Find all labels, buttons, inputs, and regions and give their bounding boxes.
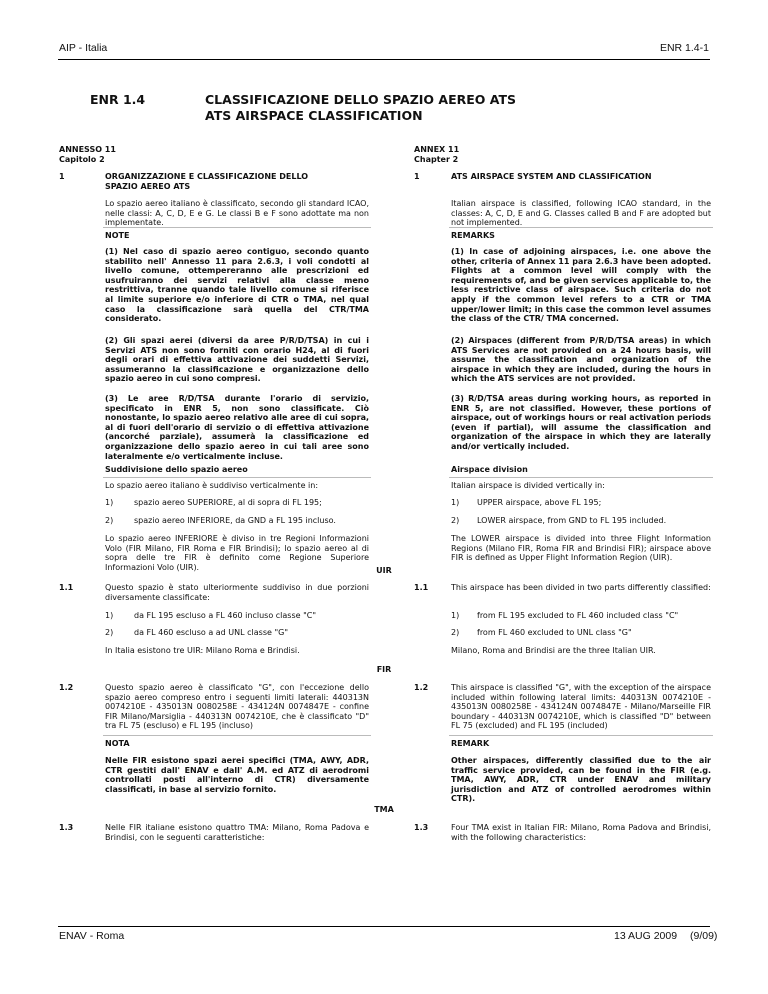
fir-note-label-it: NOTA [105,739,130,748]
list-item-number: 1) [105,611,114,620]
division-outro-en: The LOWER airspace is divided into three Flight Information Regions (Milano FIR, Roma FIR and Brindisi FIR); airspace above FIR is defined as Upper Flight Information Region (UIR). [451,534,711,563]
fir-note-it: Nelle FIR esistono spazi aerei specifici (TMA, AWY, ADR, CTR gestiti dall' ENAV e dall' A.M. ed ATZ di aerodromi controllati posti all'interno di CTR) diversamente classificati, in base al servizio fornito. [105,756,369,794]
note-label-it: NOTE [105,231,130,240]
uir-item-2-it: da FL 460 escluso a ad UNL classe "G" [134,628,289,637]
list-item-number: 2) [451,628,460,637]
tma-number-en: 1.3 [414,823,429,832]
fir-label: FIR [376,665,392,674]
note-2-en: (2) Airspaces (different from P/R/D/TSA areas) in which ATS Services are not provided on a 24 hours basis, will assume the classification and organization of the airspace in which they are included, during the hours in which the ATS services are not provided. [451,336,711,384]
footer-left: ENAV - Roma [59,930,125,942]
page-title: CLASSIFICAZIONE DELLO SPAZIO AEREO ATS [205,92,516,107]
fir-note-en: Other airspaces, differently classified due to the air traffic service provided, can be found in the FIR (e.g. TMA, AWY, ADR, CTR under ENAV and military jurisdiction and ATZ of controlled aerodromes within CTR). [451,756,711,804]
footer-amendment: (9/09) [690,930,718,942]
division-heading-it: Suddivisione dello spazio aereo [105,465,248,474]
list-item-number: 1) [451,498,460,507]
division-heading-en: Airspace division [451,465,528,474]
uir-text-en: This airspace has been divided in two parts differently classified: [451,583,711,592]
divider [103,477,371,478]
division-item-2-en: LOWER airspace, from GND to FL 195 included. [477,516,667,525]
fir-number-en: 1.2 [414,683,429,692]
list-item-number: 1) [105,498,114,507]
note-3-en: (3) R/D/TSA areas during working hours, as reported in ENR 5, are not classified. However, these portions of airspace, out of workings hours or real activation periods (even if partial), will assume the classification and organization of the airspace in which they are laterally and/or vertically included. [451,394,711,451]
tma-label: TMA [374,805,394,814]
tma-number-it: 1.3 [59,823,74,832]
section-code: ENR 1.4 [90,92,146,107]
uir-item-1-en: from FL 195 excluded to FL 460 included class "C" [477,611,679,620]
uir-number-en: 1.1 [414,583,429,592]
intro-en: Italian airspace is classified, following ICAO standard, in the classes: A, C, D, E and G. Classes called B and F are adopted but not implemented. [451,199,711,228]
section-heading-it-1: ORGANIZZAZIONE E CLASSIFICAZIONE DELLO [105,172,309,181]
note-3-it: (3) Le aree R/D/TSA durante l'orario di servizio, specificato in ENR 5, non sono classificate. Ciò nonostante, lo spazio aereo relativo alle aree di cui sopra, al di fuori dell'orario di servizio o di effettiva attivazione (ancorché parziale), assumerà la classificazione ed organizzazione dello spazio aereo in cui tali aree sono lateralmente e/o verticalmente incluse. [105,394,369,461]
note-1-it: (1) Nel caso di spazio aereo contiguo, secondo quanto stabilito nell' Annesso 11 para 2.6.3, i voli condotti al livello comune, ottempereranno alle prescrizioni ed usufruiranno dei servizi relativi alla classe meno restrittiva, tranne quando tale livello comune si riferisce al limite superiore e/o inferiore di CTR o TMA, nel qual caso la classificazione sarà quella del CTR/TMA considerato. [105,247,369,324]
uir-outro-en: Milano, Roma and Brindisi are the three Italian UIR. [451,646,656,655]
header-page-number: ENR 1.4-1 [659,42,709,54]
divider [103,227,371,228]
footer-date: 13 AUG 2009 [614,930,678,942]
list-item-number: 2) [451,516,460,525]
division-outro-it: Lo spazio aereo INFERIORE è diviso in tre Regioni Informazioni Volo (FIR Milano, FIR Roma e FIR Brindisi); lo spazio aereo al di sopra delle tre FIR è definito come Regione Superiore Informazioni Volo (UIR). [105,534,369,572]
header-left: AIP - Italia [59,42,108,54]
annex-en-chapter: Chapter 2 [414,155,459,164]
note-1-en: (1) In case of adjoining airspaces, i.e. one above the other, criteria of Annex 11 para 2.6.3 have been adopted. Flights at a common level will comply with the requirements of, and be given services applicable to, the less restrictive class of airspace. Such criteria do not apply if the common level refers to a CTR or TMA upper/lower limit; in this case the common level assumes the class of the CTR/ TMA concerned. [451,247,711,324]
tma-text-en: Four TMA exist in Italian FIR: Milano, Roma Padova and Brindisi, with the following characteristics: [451,823,711,842]
fir-text-en: This airspace is classified "G", with the exception of the airspace included within following lateral limits: 440313N 0074210E - 435013N 0080258E - 434124N 0074847E - Milano/Marseille FIR boundary - 440313N 0074210E, which is classified "D" between FL 75 (excluded) and FL 195 (included) [451,683,711,731]
list-item-number: 2) [105,516,114,525]
tma-text-it: Nelle FIR italiane esistono quattro TMA: Milano, Roma Padova e Brindisi, con le seguenti caratteristiche: [105,823,369,842]
section-number-en: 1 [414,172,420,181]
fir-text-it: Questo spazio aereo è classificato "G", con l'eccezione dello spazio aereo compreso entro i seguenti limiti laterali: 440313N 0074210E - 435013N 0080258E - 434124N 0074847E - confine FIR Milano/Marsiglia - 440313N 0074210E, che è classificato "D" tra FL 75 (escluso) e FL 195 (incluso) [105,683,369,731]
list-item-number: 2) [105,628,114,637]
intro-it: Lo spazio aereo italiano è classificato, secondo gli standard ICAO, nelle classi: A, C, D, E e G. Le classi B e F sono adottate ma non implementate. [105,199,369,228]
annex-en-title: ANNEX 11 [414,145,460,154]
divider [103,735,371,736]
note-2-it: (2) Gli spazi aerei (diversi da aree P/R/D/TSA) in cui i Servizi ATS non sono forniti con orario H24, al di fuori degli orari di effettiva attivazione dei suddetti Servizi, assumeranno la classificazione e organizzazione dello spazio aereo in cui sono compresi. [105,336,369,384]
divider [449,227,713,228]
uir-number-it: 1.1 [59,583,74,592]
list-item-number: 1) [451,611,460,620]
uir-label: UIR [376,566,392,575]
note-label-en: REMARKS [451,231,495,240]
divider [449,735,713,736]
division-item-1-it: spazio aereo SUPERIORE, al di sopra di FL 195; [134,498,322,507]
uir-item-1-it: da FL 195 escluso a FL 460 incluso classe "C" [134,611,317,620]
division-item-1-en: UPPER airspace, above FL 195; [477,498,602,507]
division-intro-en: Italian airspace is divided vertically in: [451,481,605,490]
fir-note-label-en: REMARK [451,739,490,748]
annex-it-title: ANNESSO 11 [59,145,116,154]
section-heading-it-2: SPAZIO AEREO ATS [105,182,191,191]
divider [449,477,713,478]
section-number: 1 [59,172,65,181]
division-intro-it: Lo spazio aereo italiano è suddiviso verticalmente in: [105,481,319,490]
section-heading-en: ATS AIRSPACE SYSTEM AND CLASSIFICATION [451,172,652,181]
header-rule [58,59,710,60]
annex-it-chapter: Capitolo 2 [59,155,105,164]
fir-number-it: 1.2 [59,683,74,692]
page-subtitle: ATS AIRSPACE CLASSIFICATION [205,108,423,123]
footer-rule [58,926,710,927]
uir-outro-it: In Italia esistono tre UIR: Milano Roma e Brindisi. [105,646,300,655]
uir-text-it: Questo spazio è stato ulteriormente suddiviso in due porzioni diversamente classificate: [105,583,369,602]
division-item-2-it: spazio aereo INFERIORE, da GND a FL 195 incluso. [134,516,336,525]
uir-item-2-en: from FL 460 excluded to UNL class "G" [477,628,632,637]
